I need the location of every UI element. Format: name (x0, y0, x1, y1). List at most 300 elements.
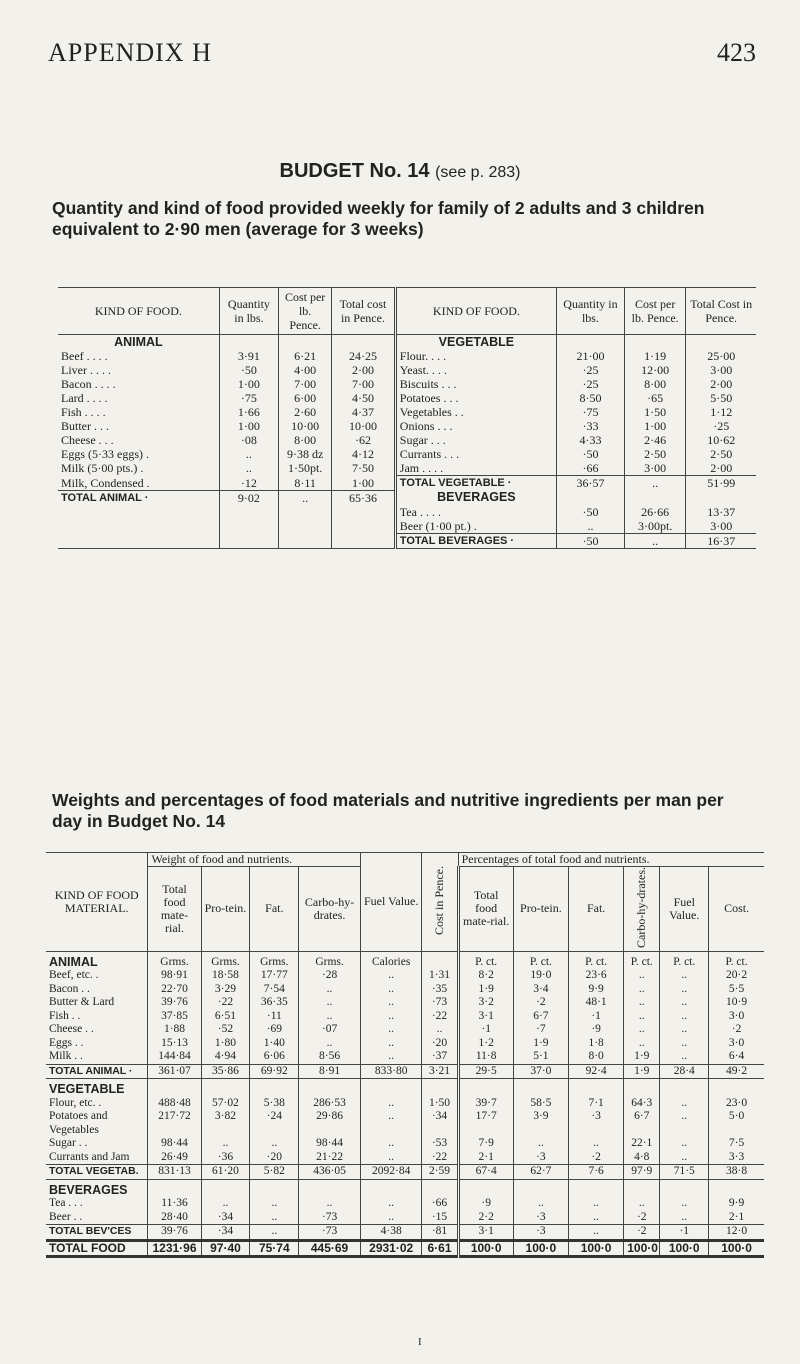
quantity-value: 1·66 (219, 405, 278, 419)
cost-per-lb-value: 7·00 (279, 377, 332, 391)
empty-cell (58, 519, 219, 534)
data-cell: 17·77 (250, 969, 299, 983)
cost-per-lb-value: 9·38 dz (279, 447, 332, 461)
food-name: Bacon . . . . (61, 377, 116, 391)
quantity-value: 1·00 (219, 419, 278, 433)
data-cell: .. (660, 1211, 709, 1225)
cost-per-lb-value: 1·00 (624, 419, 686, 433)
data-cell: 1231·96 (148, 1240, 201, 1257)
table-row (58, 461, 756, 476)
total-cost-value: 1·00 (332, 476, 396, 491)
total-cost-value: 25·00 (686, 349, 756, 363)
total-cost-value: 1·12 (686, 405, 756, 419)
unit-cell: P. ct. (660, 951, 709, 969)
table-row (58, 349, 756, 363)
section-row-animal (46, 951, 764, 969)
row-label: Bacon . . (49, 982, 90, 995)
total-label: TOTAL BEVERAGES · (395, 533, 556, 548)
data-cell: 1·88 (148, 1023, 201, 1037)
food-name: Biscuits . . . (395, 377, 556, 391)
data-cell: 3·1 (458, 1010, 513, 1024)
data-cell: 19·0 (513, 969, 568, 983)
data-cell: 20·2 (709, 969, 764, 983)
cost-per-lb-value: 1·19 (624, 349, 686, 363)
table-row (46, 983, 764, 997)
section-heading: BEVERAGES (395, 490, 556, 505)
data-cell: 1·31 (422, 969, 458, 983)
data-cell: 11·8 (458, 1050, 513, 1064)
subcol-percent-2: Fat. (569, 867, 624, 952)
total-cost-value: 65·36 (332, 490, 396, 505)
data-cell: .. (201, 1137, 250, 1151)
data-cell: 2931·02 (360, 1240, 422, 1257)
data-cell: .. (250, 1211, 299, 1225)
empty-cell (279, 533, 332, 548)
data-cell: 436·05 (299, 1165, 361, 1180)
row-label: TOTAL VEGETAB. (46, 1165, 148, 1180)
data-cell: 22·1 (624, 1137, 660, 1151)
quantity-value: ·50 (557, 533, 625, 548)
row-label: Beer . . (49, 1210, 83, 1223)
data-cell: ·34 (422, 1110, 458, 1137)
data-cell: 64·3 (624, 1097, 660, 1111)
data-cell: ·2 (513, 996, 568, 1010)
data-cell: .. (624, 983, 660, 997)
col-quantity-left: Quantity in lbs. (219, 288, 278, 335)
data-cell: ·73 (299, 1211, 361, 1225)
empty-cell (569, 1079, 624, 1097)
data-cell: 100·0 (458, 1240, 513, 1257)
total-cost-value: 51·99 (686, 476, 756, 491)
weekly-food-table (58, 287, 756, 549)
empty-cell (219, 533, 278, 548)
total-row-vegetable (46, 1165, 764, 1180)
data-cell: 9·9 (709, 1197, 764, 1211)
data-cell: 286·53 (299, 1097, 361, 1111)
data-cell: 92·4 (569, 1064, 624, 1079)
data-cell: ·3 (513, 1225, 568, 1241)
empty-cell (458, 1079, 513, 1097)
cost-per-lb-value: 8·00 (279, 433, 332, 447)
data-cell: .. (660, 1137, 709, 1151)
data-cell: 29·5 (458, 1064, 513, 1079)
empty-cell (557, 490, 625, 505)
food-name: Beef . . . . (61, 349, 108, 363)
data-cell: .. (660, 1197, 709, 1211)
data-cell: 58·5 (513, 1097, 568, 1111)
empty-cell (299, 1079, 361, 1097)
row-label: Beef, etc. . (49, 969, 99, 982)
data-cell: 48·1 (569, 996, 624, 1010)
group-weights: Weight of food and nutrients. (148, 853, 360, 867)
data-cell: 6·7 (513, 1010, 568, 1024)
data-cell: 26·49 (148, 1151, 201, 1165)
data-cell: 23·0 (709, 1097, 764, 1111)
quantity-value: .. (219, 447, 278, 461)
data-cell: ·15 (422, 1211, 458, 1225)
data-cell: ·34 (201, 1225, 250, 1241)
empty-cell (360, 1079, 422, 1097)
food-name: Tea . . . . (395, 505, 556, 519)
data-cell: ·1 (569, 1010, 624, 1024)
data-cell: ·1 (458, 1023, 513, 1037)
unit-cell: Grms. (250, 951, 299, 969)
cost-per-lb-value: 8·00 (624, 377, 686, 391)
total-row-food (46, 1240, 764, 1257)
empty-cell (332, 533, 396, 548)
data-cell: .. (250, 1137, 299, 1151)
data-cell: 100·0 (569, 1240, 624, 1257)
data-cell: 7·5 (709, 1137, 764, 1151)
empty-cell (360, 1179, 422, 1197)
row-label: Flour, etc. . (49, 1096, 102, 1109)
empty-cell (201, 1179, 250, 1197)
data-cell: 100·0 (709, 1240, 764, 1257)
table-row (46, 996, 764, 1010)
data-cell: 21·22 (299, 1151, 361, 1165)
data-cell: 67·4 (458, 1165, 513, 1180)
table-row (58, 391, 756, 405)
data-cell: 62·7 (513, 1165, 568, 1180)
cost-in-pence-label: Cost in Pence. (432, 865, 447, 935)
data-cell: .. (360, 983, 422, 997)
total-cost-value: 5·50 (686, 391, 756, 405)
food-name: Liver . . . . (61, 363, 111, 377)
food-name: Cheese . . . (61, 433, 114, 447)
unit-cell: Grms. (299, 951, 361, 969)
data-cell: .. (201, 1197, 250, 1211)
empty-cell (709, 1179, 764, 1197)
data-cell: .. (360, 969, 422, 983)
data-cell: 5·0 (709, 1110, 764, 1137)
cost-per-lb-value: 1·50pt. (279, 461, 332, 476)
data-cell: ·52 (201, 1023, 250, 1037)
food-name: Sugar . . . (395, 433, 556, 447)
data-cell: .. (624, 1037, 660, 1051)
cost-per-lb-value: .. (624, 476, 686, 491)
unit-cell (422, 951, 458, 969)
data-cell: 75·74 (250, 1240, 299, 1257)
data-cell: 1·80 (201, 1037, 250, 1051)
unit-cell: P. ct. (569, 951, 624, 969)
empty-cell (332, 505, 396, 519)
food-name: Currants . . . (395, 447, 556, 461)
empty-cell (299, 1179, 361, 1197)
total-cost-value: 16·37 (686, 533, 756, 548)
data-cell: 5·5 (709, 983, 764, 997)
table-row (58, 433, 756, 447)
col-kind-left: KIND OF FOOD. (58, 288, 219, 335)
data-cell: 3·2 (458, 996, 513, 1010)
data-cell: 8·2 (458, 969, 513, 983)
total-cost-value: 10·00 (332, 419, 396, 433)
data-cell: 3·9 (513, 1110, 568, 1137)
data-cell: 36·35 (250, 996, 299, 1010)
budget-see-reference: (see p. 283) (435, 164, 521, 181)
data-cell: 3·21 (422, 1064, 458, 1079)
data-cell: 100·0 (624, 1240, 660, 1257)
empty-cell (201, 1079, 250, 1097)
data-cell: .. (360, 1037, 422, 1051)
data-cell: .. (660, 996, 709, 1010)
food-name: Potatoes . . . (395, 391, 556, 405)
row-label: Butter & Lard (49, 996, 115, 1009)
data-cell: .. (569, 1225, 624, 1241)
data-cell: .. (569, 1197, 624, 1211)
empty-cell (219, 519, 278, 534)
data-cell: ·22 (422, 1151, 458, 1165)
data-cell: ·9 (458, 1197, 513, 1211)
cost-per-lb-value: 2·50 (624, 447, 686, 461)
food-name: Lard . . . . (61, 391, 108, 405)
data-cell: ·3 (569, 1110, 624, 1137)
data-cell: .. (660, 983, 709, 997)
data-cell: ·1 (660, 1225, 709, 1241)
quantity-value: ·25 (557, 363, 625, 377)
total-cost-value: 10·62 (686, 433, 756, 447)
carbohydrates-rotated-label: Carbo-hy-drates. (634, 867, 649, 948)
data-cell: ·81 (422, 1225, 458, 1241)
data-cell: .. (360, 1050, 422, 1064)
row-label: Milk . . (49, 1050, 83, 1063)
data-cell: 7·54 (250, 983, 299, 997)
table-row (46, 1010, 764, 1024)
page-number: 423 (717, 38, 756, 67)
unit-cell: P. ct. (458, 951, 513, 969)
data-cell: 38·8 (709, 1165, 764, 1180)
table-row (46, 1211, 764, 1225)
cost-per-lb-value: 1·50 (624, 405, 686, 419)
total-label: TOTAL VEGETABLE · (395, 476, 556, 491)
data-cell: 28·40 (148, 1211, 201, 1225)
total-cost-value: ·25 (686, 419, 756, 433)
cost-per-lb-value: 12·00 (624, 363, 686, 377)
table-row (58, 377, 756, 391)
data-cell: ·22 (422, 1010, 458, 1024)
table-row (58, 363, 756, 377)
data-cell: .. (660, 1037, 709, 1051)
data-cell: 23·6 (569, 969, 624, 983)
quantity-value: .. (557, 519, 625, 534)
data-cell: 22·70 (148, 983, 201, 997)
row-label: TOTAL FOOD (46, 1240, 148, 1257)
empty-cell (624, 490, 686, 505)
data-cell: ·20 (422, 1037, 458, 1051)
data-cell: .. (660, 1151, 709, 1165)
empty-cell (624, 1079, 660, 1097)
total-cost-value: 4·12 (332, 447, 396, 461)
data-cell: 144·84 (148, 1050, 201, 1064)
row-label: Currants and Jam (49, 1150, 130, 1163)
group-percentages: Percentages of total food and nutrients. (458, 853, 764, 867)
nutrients-table (46, 852, 764, 1258)
cost-per-lb-value: 2·46 (624, 433, 686, 447)
data-cell: 6·61 (422, 1240, 458, 1257)
cost-per-lb-value: 8·11 (279, 476, 332, 491)
empty-cell (624, 1179, 660, 1197)
empty-cell (513, 1179, 568, 1197)
data-cell: .. (513, 1137, 568, 1151)
data-cell: ·69 (250, 1023, 299, 1037)
quantity-value: ·33 (557, 419, 625, 433)
data-cell: 37·0 (513, 1064, 568, 1079)
data-cell: 217·72 (148, 1110, 201, 1137)
data-cell: ·34 (201, 1211, 250, 1225)
data-cell: 6·51 (201, 1010, 250, 1024)
data-cell: 6·4 (709, 1050, 764, 1064)
empty-cell (279, 335, 332, 350)
food-name: Beer (1·00 pt.) . (395, 519, 556, 534)
table-row (58, 335, 756, 350)
quantity-value: 8·50 (557, 391, 625, 405)
subcol-weight-1: Pro-tein. (201, 867, 250, 952)
data-cell: .. (624, 996, 660, 1010)
data-cell: 9·9 (569, 983, 624, 997)
section-row-beverages (46, 1179, 764, 1197)
budget-title-text: BUDGET No. 14 (279, 160, 430, 182)
data-cell: 69·92 (250, 1064, 299, 1079)
empty-cell (148, 1079, 201, 1097)
data-cell: .. (360, 1151, 422, 1165)
food-name: Onions . . . (395, 419, 556, 433)
data-cell: .. (624, 1023, 660, 1037)
running-header-title: APPENDIX H (48, 38, 212, 67)
data-cell: 7·9 (458, 1137, 513, 1151)
data-cell: 2092·84 (360, 1165, 422, 1180)
food-name: Flour. . . . (395, 349, 556, 363)
empty-cell (332, 519, 396, 534)
data-cell: 1·9 (624, 1050, 660, 1064)
table-row (58, 476, 756, 491)
empty-cell (279, 519, 332, 534)
table-row (46, 1097, 764, 1111)
quantity-value: 36·57 (557, 476, 625, 491)
col-kind-material: KIND OF FOOD MATERIAL. (46, 853, 148, 952)
row-label: TOTAL ANIMAL · (46, 1064, 148, 1079)
cost-per-lb-value: 6·00 (279, 391, 332, 405)
data-cell: 98·91 (148, 969, 201, 983)
section-heading: ANIMAL (114, 335, 163, 349)
row-label: TOTAL BEV'CES (46, 1225, 148, 1241)
col-total-cost-right: Total Cost in Pence. (686, 288, 756, 335)
data-cell: 98·44 (148, 1137, 201, 1151)
total-cost-value: 2·50 (686, 447, 756, 461)
total-cost-value: 13·37 (686, 505, 756, 519)
empty-cell (422, 1179, 458, 1197)
total-cost-value: 4·50 (332, 391, 396, 405)
data-cell: 6·7 (624, 1110, 660, 1137)
data-cell: 12·0 (709, 1225, 764, 1241)
data-cell: 488·48 (148, 1097, 201, 1111)
quantity-value: 3·91 (219, 349, 278, 363)
total-row-beverages (46, 1225, 764, 1241)
empty-cell (709, 1079, 764, 1097)
food-name: Butter . . . (61, 419, 109, 433)
table2-caption: Weights and percentages of food materials and nutritive ingredients per man per day in Budget No. 14 (52, 790, 724, 831)
data-cell: ·11 (250, 1010, 299, 1024)
data-cell: 1·9 (513, 1037, 568, 1051)
food-name: Jam . . . . (395, 461, 556, 476)
unit-cell: Grms. (201, 951, 250, 969)
subcol-weight-0: Total food mate-rial. (148, 867, 201, 952)
data-cell: ·22 (201, 996, 250, 1010)
data-cell: .. (299, 1037, 361, 1051)
data-cell: 28·4 (660, 1064, 709, 1079)
cost-per-lb-value: 26·66 (624, 505, 686, 519)
empty-cell (557, 335, 625, 350)
data-cell: .. (360, 1211, 422, 1225)
data-cell: 1·50 (422, 1097, 458, 1111)
col-total-cost-left: Total cost in Pence. (332, 288, 396, 335)
data-cell: .. (624, 1197, 660, 1211)
data-cell: 1·9 (458, 983, 513, 997)
col-kind-right: KIND OF FOOD. (395, 288, 556, 335)
quantity-value: 1·00 (219, 377, 278, 391)
data-cell: 5·38 (250, 1097, 299, 1111)
total-label: TOTAL ANIMAL · (58, 490, 219, 505)
data-cell: ·53 (422, 1137, 458, 1151)
data-cell: 3·4 (513, 983, 568, 997)
unit-cell: Grms. (148, 951, 201, 969)
data-cell: .. (299, 996, 361, 1010)
quantity-value: 21·00 (557, 349, 625, 363)
data-cell: ·35 (422, 983, 458, 997)
data-cell: .. (569, 1211, 624, 1225)
data-cell: ·2 (624, 1211, 660, 1225)
data-cell: .. (360, 1023, 422, 1037)
data-cell: ·3 (513, 1151, 568, 1165)
data-cell: 39·7 (458, 1097, 513, 1111)
table-row (46, 1197, 764, 1211)
total-cost-value: 3·00 (686, 363, 756, 377)
row-label: Eggs . . (49, 1036, 84, 1049)
cost-per-lb-value: 2·60 (279, 405, 332, 419)
cost-per-lb-value: 4·00 (279, 363, 332, 377)
unit-cell: P. ct. (513, 951, 568, 969)
data-cell: 97·9 (624, 1165, 660, 1180)
data-cell: 3·0 (709, 1037, 764, 1051)
page-footer-mark: I (418, 1336, 422, 1348)
empty-cell (279, 505, 332, 519)
table-row (46, 1023, 764, 1037)
data-cell: ·3 (513, 1211, 568, 1225)
data-cell: 2·1 (709, 1211, 764, 1225)
data-cell: 7·1 (569, 1097, 624, 1111)
total-cost-value: 2·00 (686, 461, 756, 476)
quantity-value: ·25 (557, 377, 625, 391)
data-cell: 833·80 (360, 1064, 422, 1079)
data-cell: 1·40 (250, 1037, 299, 1051)
section-heading: VEGETABLE (49, 1082, 125, 1097)
data-cell: 2·1 (458, 1151, 513, 1165)
data-cell: 7·6 (569, 1165, 624, 1180)
total-cost-value: ·62 (332, 433, 396, 447)
food-name: Eggs (5·33 eggs) . (61, 447, 149, 461)
food-name: Yeast. . . . (395, 363, 556, 377)
empty-cell (219, 335, 278, 350)
table-row (46, 1037, 764, 1051)
cost-per-lb-value: 6·21 (279, 349, 332, 363)
data-cell: ·37 (422, 1050, 458, 1064)
table1-header-row (58, 288, 756, 335)
row-label: Sugar . . (49, 1137, 88, 1150)
data-cell: 100·0 (513, 1240, 568, 1257)
data-cell: 37·85 (148, 1010, 201, 1024)
empty-cell (148, 1179, 201, 1197)
row-label: Potatoes and Vegetables (49, 1110, 108, 1136)
empty-cell (686, 335, 756, 350)
data-cell: 4·8 (624, 1151, 660, 1165)
